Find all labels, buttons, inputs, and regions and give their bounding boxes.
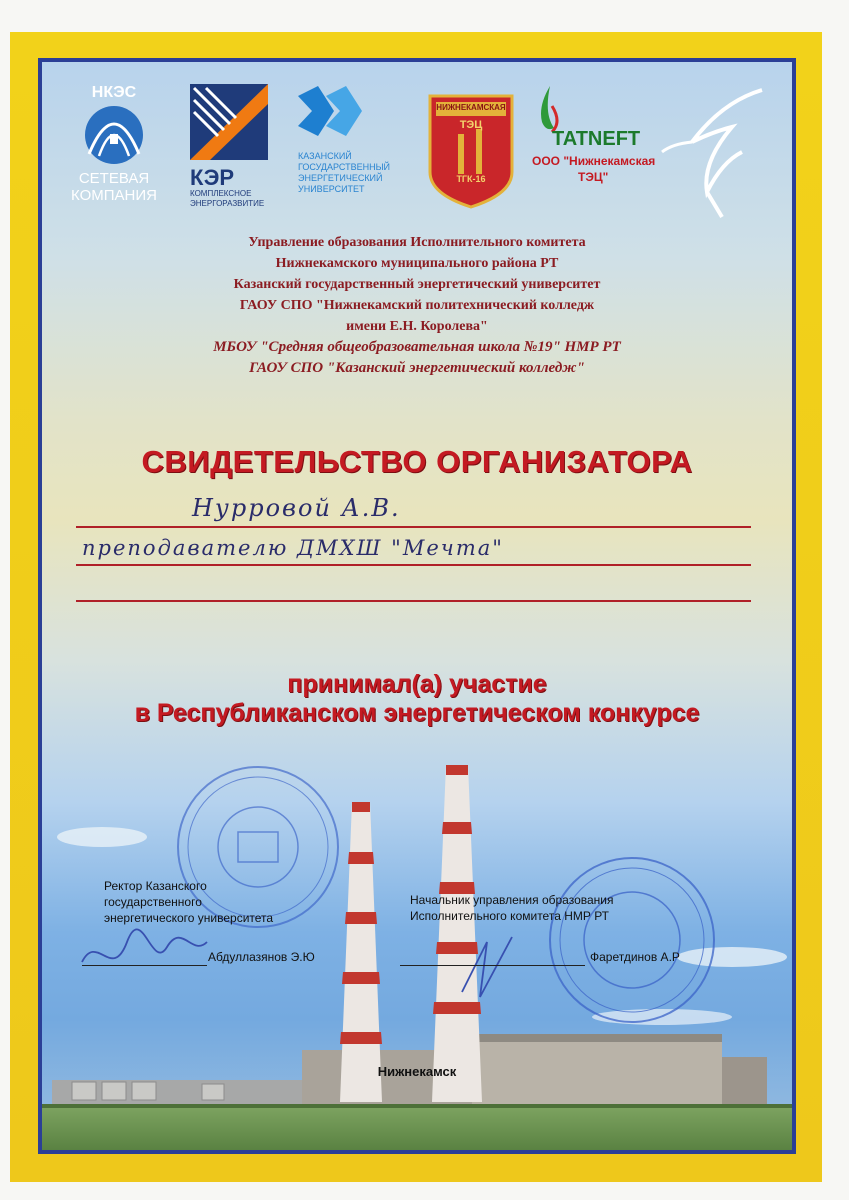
tatneft-logo-sub-2: ТЭЦ" <box>578 170 609 184</box>
city-label: Нижнекамск <box>377 1064 457 1079</box>
tatneft-logo <box>532 82 772 222</box>
left-signature-line <box>82 965 207 966</box>
ker-logo <box>190 84 272 214</box>
certificate-title: СВИДЕТЕЛЬСТВО ОРГАНИЗАТОРА <box>141 444 693 479</box>
nkes-logo-bottom-text-1: СЕТЕВАЯ <box>78 170 150 187</box>
certificate-panel <box>42 62 792 1150</box>
kgeu-logo-text-1: КАЗАНСКИЙ <box>298 151 352 161</box>
recipient-position-line <box>76 564 751 566</box>
recipient-name-line <box>76 526 751 528</box>
ker-logo-sub-2: ЭНЕРГОРАЗВИТИЕ <box>190 199 265 208</box>
left-signer-title-2: государственного <box>104 895 202 909</box>
tatneft-logo-sub-1: ООО "Нижнекамская <box>532 154 656 168</box>
tec-logo-mid-text: ТЭЦ <box>459 119 483 131</box>
kgeu-emblem-icon <box>298 86 362 136</box>
left-signer-title-3: энергетического университета <box>104 911 274 925</box>
ker-emblem-icon <box>190 84 268 160</box>
right-signer-title <box>410 892 614 924</box>
tec-logo-top-text: НИЖНЕКАМСКАЯ <box>436 103 506 112</box>
organizer-line: МБОУ "Средняя общеобразовательная школа №19" НМР РТ <box>213 339 621 355</box>
ker-logo-sub-1: КОМПЛЕКСНОЕ <box>190 189 252 198</box>
right-signer-title-2: Исполнительного комитета НМР РТ <box>410 909 609 923</box>
recipient-position: преподавателю ДМХШ "Мечта" <box>82 536 504 560</box>
kgeu-logo <box>298 86 408 216</box>
organizer-line: Казанский государственный энергетический университет <box>233 277 601 292</box>
kgeu-logo-text-3: ЭНЕРГЕТИЧЕСКИЙ <box>298 173 383 183</box>
logos-row <box>42 62 792 237</box>
kgeu-logo-text-2: ГОСУДАРСТВЕННЫЙ <box>298 162 391 172</box>
right-signer-name: Фаретдинов А.Р <box>590 950 680 964</box>
recipient-name: Нурровой А.В. <box>192 494 401 522</box>
heron-bird-icon <box>632 82 772 222</box>
left-signature <box>82 929 207 962</box>
organizer-line: имени Е.Н. Королева" <box>346 319 488 334</box>
left-signer-title <box>104 878 273 926</box>
ker-logo-title: КЭР <box>190 165 235 190</box>
right-signature-line <box>400 965 585 966</box>
nkes-logo-bottom-text-2: КОМПАНИЯ <box>71 187 157 204</box>
recipient-extra-line <box>76 600 751 602</box>
right-signer-title-1: Начальник управления образования <box>410 893 614 907</box>
nkes-logo <box>64 84 164 214</box>
left-signer-title-1: Ректор Казанского <box>104 879 207 893</box>
participation-line-2: в Республиканском энергетическом конкурсе <box>134 699 700 727</box>
tatneft-logo-title: TATNEFT <box>552 128 641 150</box>
organizer-line: Управление образования Исполнительного комитета <box>248 235 586 250</box>
organizer-line: Нижнекамского муниципального района РТ <box>275 256 559 271</box>
nkes-logo-top-text: НКЭС <box>91 84 137 101</box>
organizer-line: ГАОУ СПО "Казанский энергетический колледж" <box>249 360 585 376</box>
tec-shield-logo <box>428 94 514 209</box>
left-signer-name: Абдуллазянов Э.Ю <box>208 950 315 964</box>
participation-line-1: принимал(а) участие <box>287 670 547 698</box>
education-department-stamp <box>550 858 714 1022</box>
kgeu-logo-text-4: УНИВЕРСИТЕТ <box>298 184 365 194</box>
nkes-emblem-icon <box>79 104 149 166</box>
organizers-list <box>42 232 792 379</box>
organizer-line: ГАОУ СПО "Нижнекамский политехнический колледж <box>239 298 595 313</box>
tec-logo-bottom-text: ТГК-16 <box>456 174 486 184</box>
